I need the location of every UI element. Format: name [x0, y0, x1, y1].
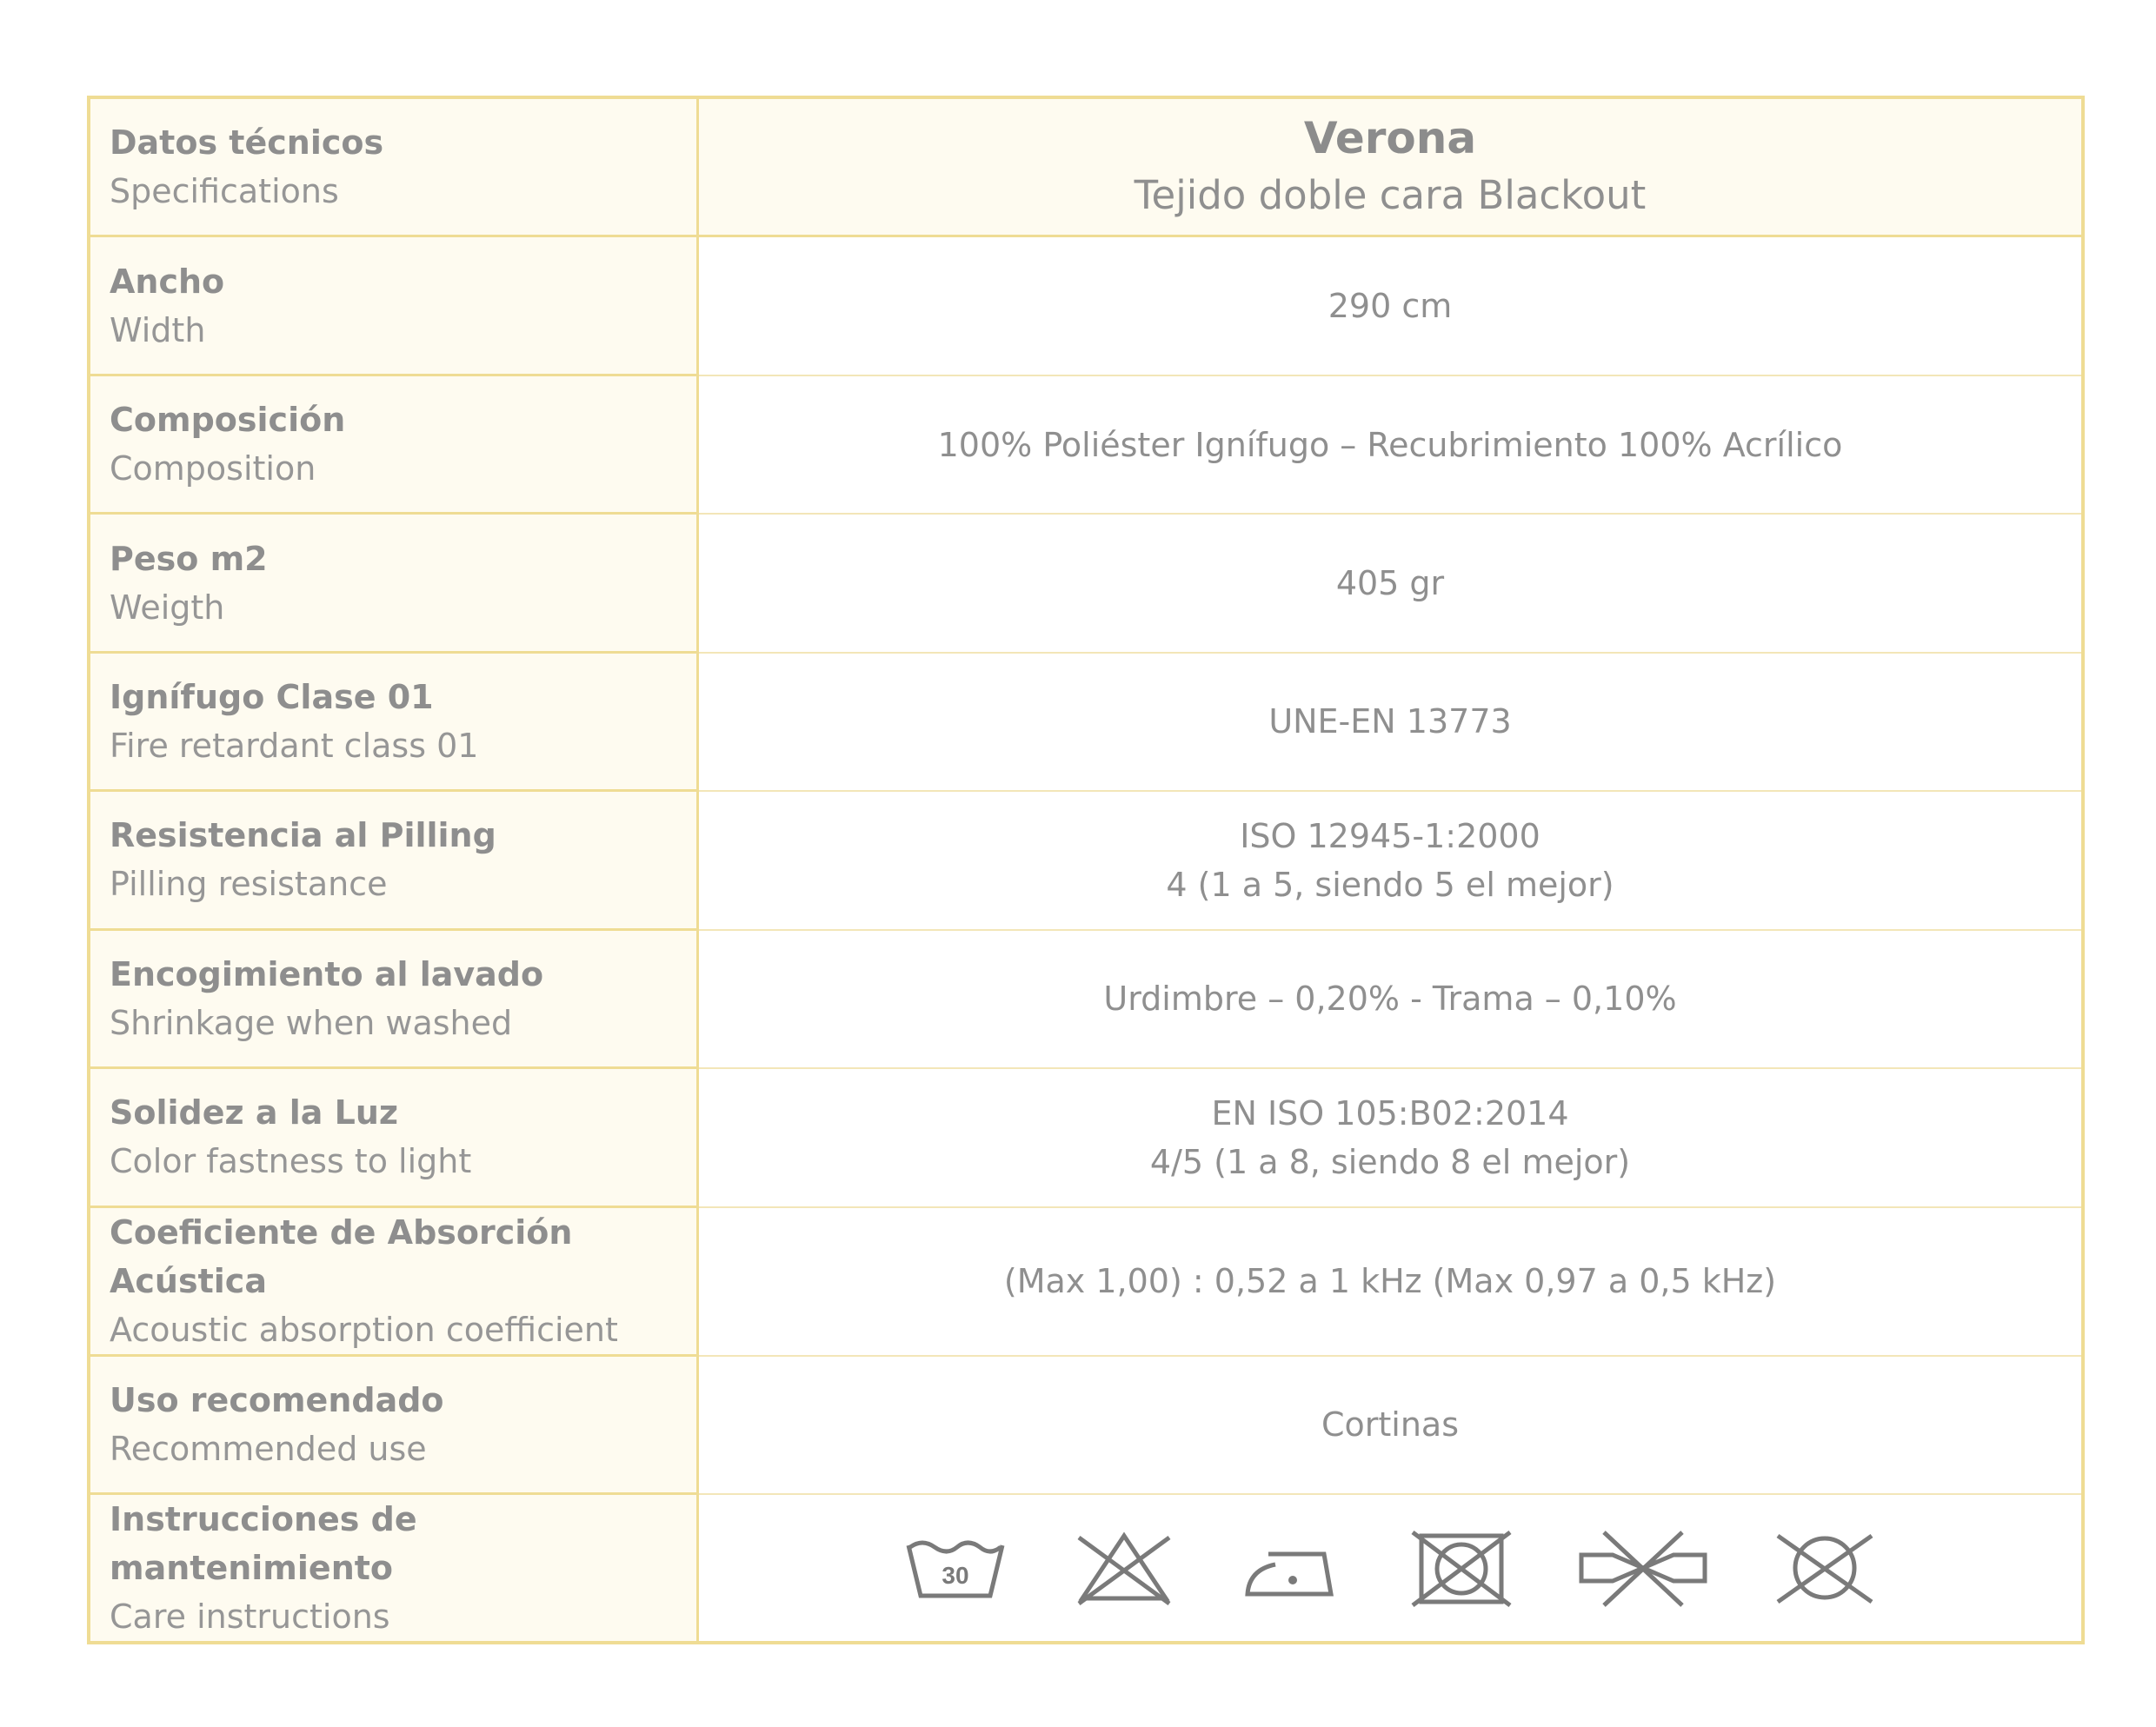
- row-label-width: [90, 237, 699, 375]
- row-label-es: Encogimiento al lavado: [110, 954, 544, 993]
- row-label-acoustic: [90, 1208, 699, 1357]
- no-bleach-icon: [1072, 1529, 1176, 1607]
- row-label-en: Acoustic absorption coefficient: [110, 1310, 618, 1349]
- row-value-shrinkage: [699, 931, 2081, 1069]
- row-value-pilling: [699, 792, 2081, 930]
- care-label-en: Care instructions: [110, 1597, 390, 1636]
- row-label-es: Resistencia al Pilling: [110, 816, 496, 855]
- row-label-shrinkage: [90, 931, 699, 1069]
- no-wring-icon: [1578, 1529, 1708, 1607]
- row-label-en: Fire retardant class 01: [110, 726, 479, 765]
- row-value-acoustic: [699, 1208, 2081, 1357]
- row-label-es: Composición: [110, 401, 346, 440]
- row-value-weight: [699, 515, 2081, 653]
- row-value-recommended-use: [699, 1357, 2081, 1495]
- row-label-fire-retardant: [90, 654, 699, 792]
- row-value-line: 100% Poliéster Ignífugo – Recubrimiento 100% Acrílico: [937, 425, 1843, 464]
- row-value-fire-retardant: [699, 654, 2081, 792]
- row-label-es: Coeficiente de Absorción Acústica: [110, 1212, 573, 1300]
- row-value-line: Cortinas: [1321, 1405, 1460, 1445]
- row-label-es: Uso recomendado: [110, 1380, 444, 1419]
- row-label-es: Ignífugo Clase 01: [110, 677, 434, 716]
- header-label-es: Datos técnicos: [110, 123, 384, 163]
- row-label-recommended-use: [90, 1357, 699, 1495]
- care-icons-cell: [699, 1495, 2081, 1641]
- care-label-cell: [90, 1495, 699, 1641]
- row-label-es: Ancho: [110, 262, 225, 301]
- row-label-pilling: [90, 792, 699, 930]
- no-tumble-dry-icon: [1409, 1529, 1514, 1607]
- row-label-en: Pilling resistance: [110, 865, 388, 904]
- row-label-en: Shrinkage when washed: [110, 1003, 513, 1042]
- row-value-line: 4 (1 a 5, siendo 5 el mejor): [1166, 865, 1614, 904]
- row-value-line: 290 cm: [1328, 287, 1453, 326]
- row-value-line: EN ISO 105:B02:2014: [1211, 1093, 1569, 1133]
- wash-temperature: 30: [942, 1561, 969, 1589]
- row-value-line: UNE-EN 13773: [1268, 702, 1512, 741]
- row-label-es: Solidez a la Luz: [110, 1093, 398, 1133]
- row-label-light-fastness: [90, 1069, 699, 1207]
- row-label-en: Color fastness to light: [110, 1142, 472, 1181]
- row-value-line: ISO 12945-1:2000: [1240, 816, 1540, 855]
- row-label-en: Width: [110, 310, 206, 349]
- header-label-en: Specifications: [110, 172, 339, 211]
- row-label-en: Composition: [110, 449, 316, 488]
- row-value-line: (Max 1,00) : 0,52 a 1 kHz (Max 0,97 a 0,5 kHz): [1003, 1262, 1777, 1301]
- iron-low-icon: [1241, 1533, 1345, 1603]
- row-value-width: [699, 237, 2081, 375]
- product-subtitle: Tejido doble cara Blackout: [1134, 172, 1647, 219]
- product-title: Verona: [1303, 113, 1477, 164]
- row-label-weight: [90, 515, 699, 653]
- row-value-line: 405 gr: [1335, 564, 1445, 603]
- row-label-en: Recommended use: [110, 1429, 427, 1468]
- row-label-en: Weigth: [110, 588, 225, 627]
- care-label-es: Instrucciones de mantenimiento: [110, 1499, 417, 1587]
- header-title-cell: [699, 99, 2081, 237]
- row-value-line: 4/5 (1 a 8, siendo 8 el mejor): [1149, 1142, 1631, 1181]
- row-value-line: Urdimbre – 0,20% - Trama – 0,10%: [1103, 980, 1677, 1019]
- row-label-es: Peso m2: [110, 539, 268, 578]
- no-dry-clean-icon: [1773, 1529, 1877, 1607]
- row-value-composition: [699, 376, 2081, 515]
- spec-table: [87, 96, 2085, 1644]
- header-label-cell: [90, 99, 699, 237]
- care-icons: [903, 1529, 1877, 1607]
- row-value-light-fastness: [699, 1069, 2081, 1207]
- wash-30-icon: [903, 1533, 1008, 1603]
- row-label-composition: [90, 376, 699, 515]
